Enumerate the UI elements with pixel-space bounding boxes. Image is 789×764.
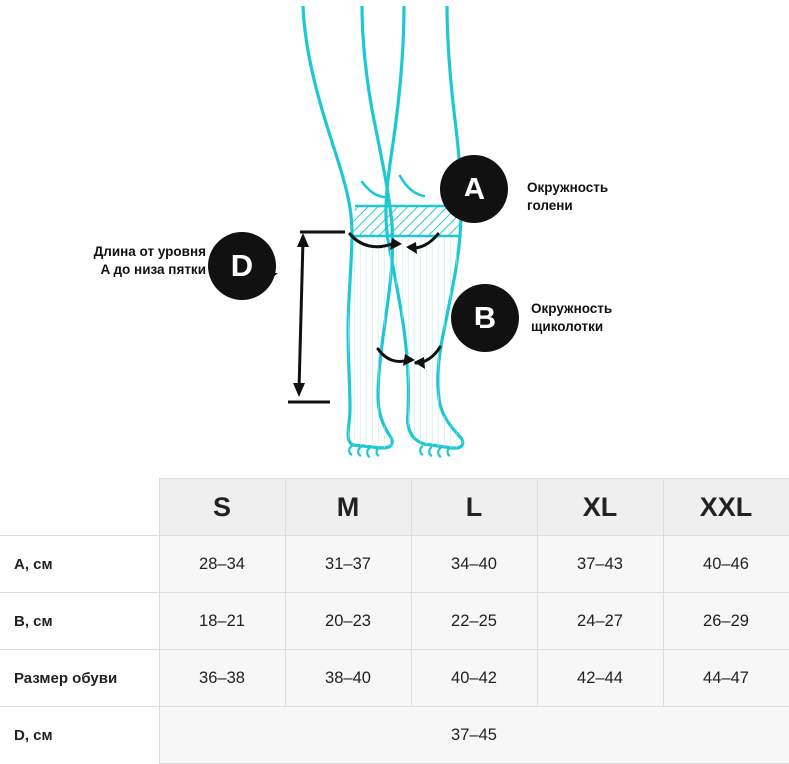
length-measure-d — [288, 232, 345, 402]
row-label-a: A, см — [0, 536, 159, 593]
table-row — [0, 707, 789, 764]
callout-label-a — [527, 179, 667, 214]
cell-b-l: 22–25 — [411, 593, 537, 650]
cell-b-xxl: 26–29 — [663, 593, 789, 650]
table-header-xl: XL — [537, 479, 663, 536]
table-corner-cell — [0, 479, 159, 536]
cell-a-xxl: 40–46 — [663, 536, 789, 593]
table-header-m: M — [285, 479, 411, 536]
table-row — [0, 536, 789, 593]
callout-label-d-line2: A до низа пятки — [100, 261, 206, 277]
cell-shoe-l: 40–42 — [411, 650, 537, 707]
cell-b-m: 20–23 — [285, 593, 411, 650]
table-header-xxl: XXL — [663, 479, 789, 536]
table-header-row — [0, 479, 789, 536]
callout-tail-d — [252, 273, 278, 295]
table-row — [0, 650, 789, 707]
cell-a-xl: 37–43 — [537, 536, 663, 593]
table-header-s: S — [159, 479, 285, 536]
callout-label-a-line1: Окружность — [527, 180, 609, 195]
callout-marker-d: D — [208, 232, 276, 300]
table-row — [0, 593, 789, 650]
size-chart-table — [0, 478, 789, 764]
cell-d-all-sizes: 37–45 — [159, 707, 789, 764]
cell-a-m: 31–37 — [285, 536, 411, 593]
callout-label-b — [531, 300, 681, 335]
callout-marker-a: A — [440, 155, 508, 223]
cell-shoe-s: 36–38 — [159, 650, 285, 707]
callout-label-d-line1: Длина от уровня — [93, 244, 206, 259]
cell-shoe-xxl: 44–47 — [663, 650, 789, 707]
cell-a-s: 28–34 — [159, 536, 285, 593]
callout-marker-b: B — [451, 284, 519, 352]
row-label-shoe-size: Размер обуви — [0, 650, 159, 707]
stocking-texture — [348, 225, 463, 448]
callout-label-b-line2: щиколотки — [531, 318, 604, 334]
cell-b-xl: 24–27 — [537, 593, 663, 650]
callout-tail-a — [443, 196, 469, 218]
cell-a-l: 34–40 — [411, 536, 537, 593]
table-header-l: L — [411, 479, 537, 536]
callout-label-d — [58, 243, 206, 278]
cell-b-s: 18–21 — [159, 593, 285, 650]
callout-label-b-line1: Окружность — [531, 301, 613, 316]
callout-label-a-line2: голени — [527, 197, 573, 213]
callout-tail-b — [454, 325, 480, 347]
row-label-d: D, см — [0, 707, 159, 764]
knee-crease-lines — [362, 176, 424, 197]
row-label-b: B, см — [0, 593, 159, 650]
cell-shoe-xl: 42–44 — [537, 650, 663, 707]
cell-shoe-m: 38–40 — [285, 650, 411, 707]
